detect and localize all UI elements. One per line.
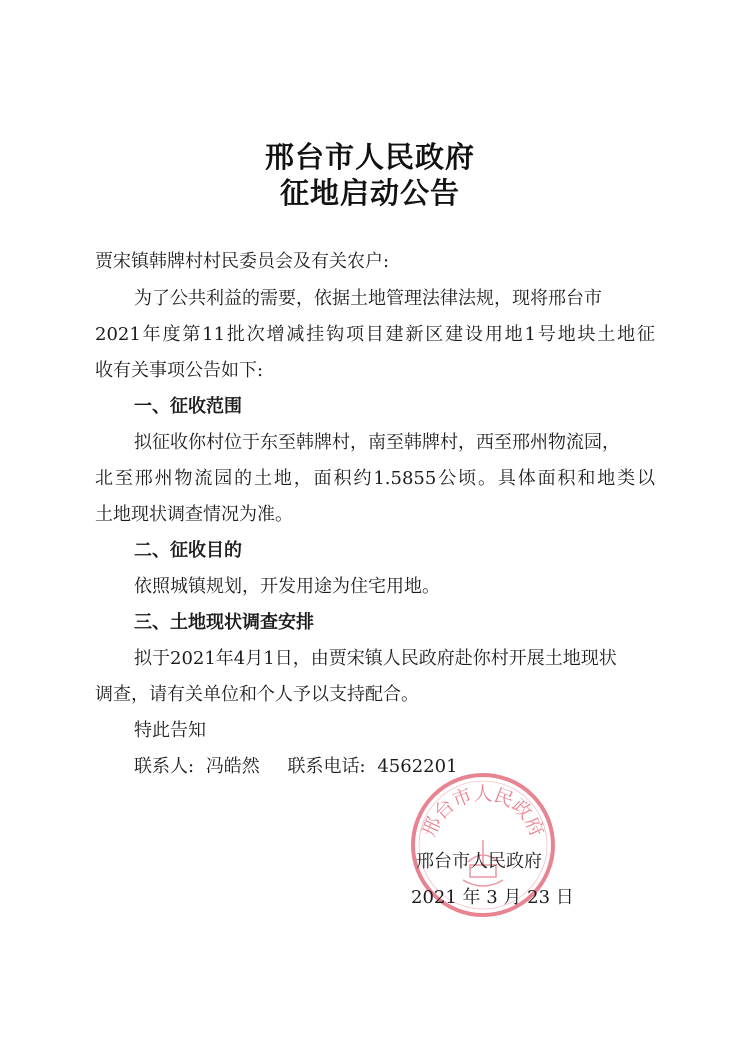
- closing-text: 特此告知: [134, 720, 206, 741]
- intro-line-2: 2021年度第11批次增减挂钩项目建新区建设用地1号地块土地征: [95, 324, 655, 345]
- section-3-line-2: 调查，请有关单位和个人予以支持配合。: [95, 684, 419, 705]
- contact-phone-label: 联系电话:: [287, 756, 366, 777]
- section-1-line-3: 土地现状调查情况为准。: [95, 504, 293, 525]
- section-2-line-1: 依照城镇规划，开发用途为住宅用地。: [134, 576, 440, 597]
- section-2-heading: 二、征收目的: [134, 540, 242, 561]
- section-1-heading: 一、征收范围: [134, 396, 242, 417]
- seal-text: 邢台市人民政府: [418, 783, 548, 841]
- title-line-1: 邢台市人民政府: [264, 140, 475, 174]
- intro-line-3: 收有关事项公告如下:: [95, 360, 264, 381]
- intro-line-1: 为了公共利益的需要，依据土地管理法律法规，现将邢台市: [134, 288, 602, 309]
- addressee: 贾宋镇韩牌村村民委员会及有关农户:: [95, 251, 390, 272]
- contact-person: 冯皓然: [205, 756, 260, 777]
- section-3-line-1: 拟于2021年4月1日，由贾宋镇人民政府赴你村开展土地现状: [134, 648, 617, 669]
- section-3-heading: 三、土地现状调查安排: [134, 612, 314, 633]
- section-1-line-2: 北至邢州物流园的土地，面积约1.5855公顷。具体面积和地类以: [95, 468, 655, 489]
- signature-organization: 邢台市人民政府: [416, 851, 542, 872]
- title-line-2: 征地启动公告: [279, 176, 460, 210]
- section-1-line-1: 拟征收你村位于东至韩牌村，南至韩牌村，西至邢州物流园，: [134, 432, 620, 453]
- contact-person-label: 联系人:: [134, 756, 195, 777]
- signature-date: 2021 年 3 月 23 日: [411, 887, 574, 908]
- contact-phone: 4562201: [377, 756, 458, 777]
